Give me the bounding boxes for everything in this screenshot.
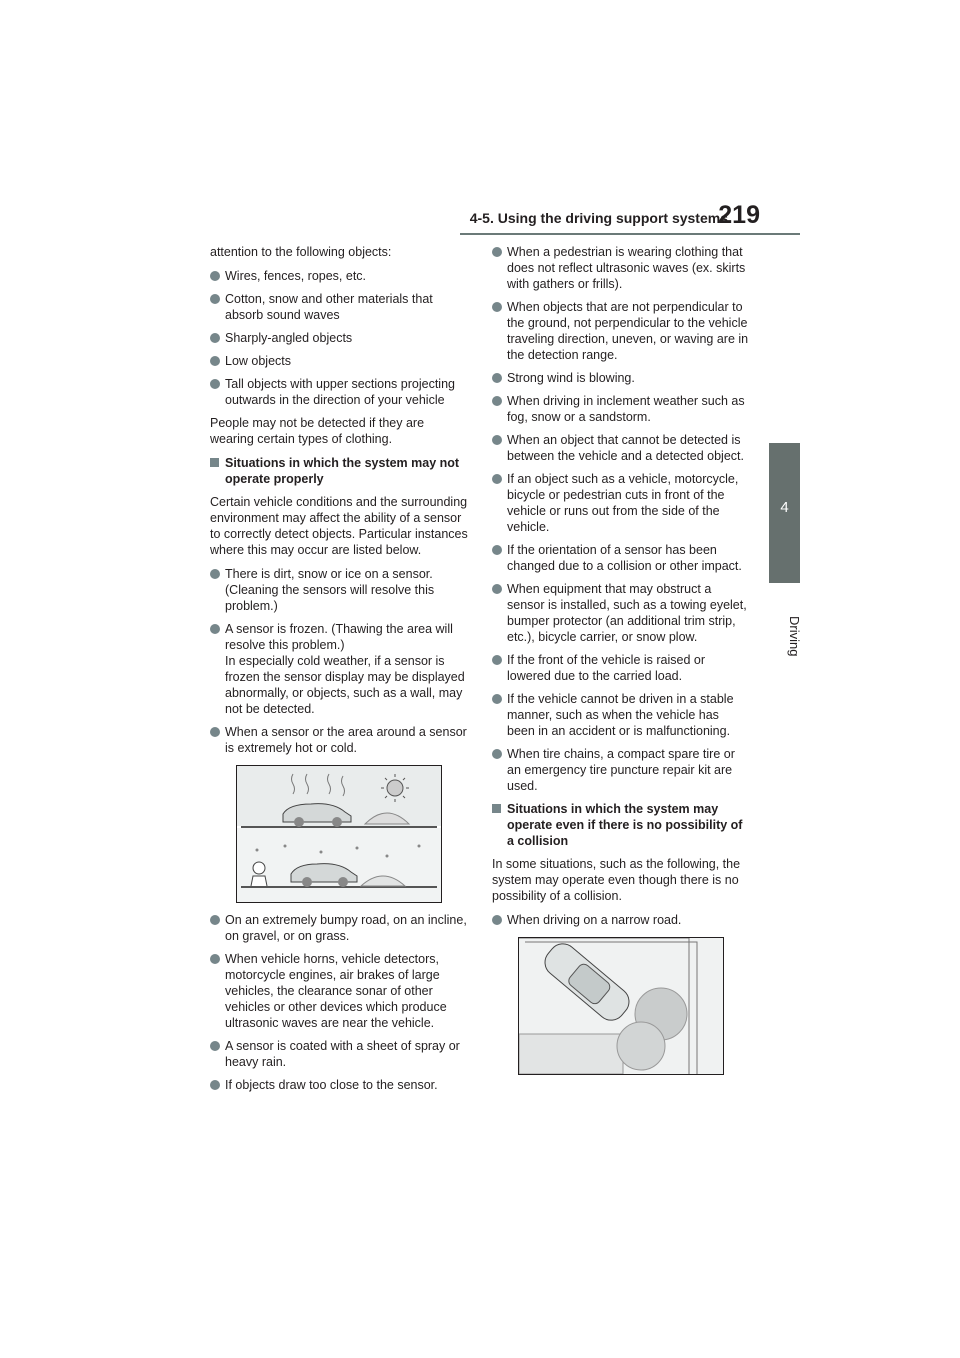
list-item: A sensor is frozen. (Thawing the area will resolve this problem.) In especially cold weather, if a sensor is frozen the sensor display may be displayed abnormally, or objects, such as a wall, may not be detected. [210, 621, 468, 717]
bullet-icon [210, 294, 220, 304]
bullet-icon [210, 624, 220, 634]
list-item: If an object such as a vehicle, motorcycle, bicycle or pedestrian cuts in front of the vehicle or runs out from the side of the vehicle. [492, 471, 750, 535]
heading-square-icon [492, 804, 501, 813]
list-item: Strong wind is blowing. [492, 370, 750, 386]
list-item: When equipment that may obstruct a sensor is installed, such as a towing eyelet, bumper protector (an additional trim strip, etc.), bicycle carrier, or snow plow. [492, 581, 750, 645]
bullet-icon [492, 435, 502, 445]
section-heading: Situations in which the system may not operate properly [210, 455, 468, 487]
list-item: When a pedestrian is wearing clothing that does not reflect ultrasonic waves (ex. skirts with gathers or frills). [492, 244, 750, 292]
list-item: When driving on a narrow road. [492, 912, 750, 928]
bullet-icon [492, 749, 502, 759]
list-item: When driving in inclement weather such as fog, snow or a sandstorm. [492, 393, 750, 425]
list-item: Wires, fences, ropes, etc. [210, 268, 468, 284]
bullet-icon [492, 545, 502, 555]
list-item: If objects draw too close to the sensor. [210, 1077, 468, 1093]
chapter-tab [769, 443, 800, 583]
left-column [210, 244, 468, 1100]
list-item: When a sensor or the area around a sensor is extremely hot or cold. [210, 724, 468, 756]
bullet-icon [210, 271, 220, 281]
bullet-icon [210, 1080, 220, 1090]
bullet-icon [210, 727, 220, 737]
list-item: When tire chains, a compact spare tire or an emergency tire puncture repair kit are used. [492, 746, 750, 794]
bullet-icon [492, 655, 502, 665]
people-note: People may not be detected if they are wearing certain types of clothing. [210, 416, 425, 446]
hot-cold-sensor-illustration [236, 765, 442, 903]
list-item: When vehicle horns, vehicle detectors, motorcycle engines, air brakes of large vehicles, the clearance sonar of other vehicles or other devices which produce ultrasonic waves are near the vehicle. [210, 951, 468, 1031]
list-item: If the orientation of a sensor has been changed due to a collision or other impact. [492, 542, 750, 574]
weather-figure-svg [237, 766, 441, 902]
bullet-icon [492, 373, 502, 383]
list-item: When an object that cannot be detected is between the vehicle and a detected object. [492, 432, 750, 464]
bullet-icon [210, 915, 220, 925]
list-item: If the vehicle cannot be driven in a stable manner, such as when the vehicle has been in an accident or is malfunctioning. [492, 691, 750, 739]
bullet-icon [492, 694, 502, 704]
heading-square-icon [210, 458, 219, 467]
header-divider [460, 233, 800, 235]
list-item: A sensor is coated with a sheet of spray or heavy rain. [210, 1038, 468, 1070]
list-item: When objects that are not perpendicular to the ground, not perpendicular to the vehicle traveling direction, uneven, or waving are in the detection range. [492, 299, 750, 363]
bullet-icon [492, 396, 502, 406]
bullet-icon [492, 302, 502, 312]
chapter-number: 4 [780, 499, 789, 516]
bullet-icon [492, 584, 502, 594]
bullet-icon [492, 915, 502, 925]
bullet-icon [210, 1041, 220, 1051]
list-item: Sharply-angled objects [210, 330, 468, 346]
bullet-icon [492, 474, 502, 484]
page-number: 219 [718, 201, 760, 229]
right-column [492, 244, 750, 1084]
section-intro: In some situations, such as the following, the system may operate even though there is no possibility of a collision. [492, 857, 741, 903]
list-item: Low objects [210, 353, 468, 369]
bullet-icon [210, 569, 220, 579]
page-header [460, 201, 800, 234]
section-heading: Situations in which the system may operate even if there is no possibility of a collision [492, 801, 750, 849]
list-item: If the front of the vehicle is raised or lowered due to the carried load. [492, 652, 750, 684]
bullet-icon [210, 379, 220, 389]
bullet-icon [210, 356, 220, 366]
list-item: There is dirt, snow or ice on a sensor. (Cleaning the sensors will resolve this problem.) [210, 566, 468, 614]
bullet-icon [210, 333, 220, 343]
list-item: On an extremely bumpy road, on an incline, on gravel, or on grass. [210, 912, 468, 944]
intro-text: attention to the following objects: [210, 245, 392, 259]
section-intro: Certain vehicle conditions and the surrounding environment may affect the ability of a sensor to correctly detect objects. Particular instances where this may occur are listed below. [210, 495, 468, 557]
list-item: Cotton, snow and other materials that absorb sound waves [210, 291, 468, 323]
narrow-road-illustration [518, 937, 724, 1075]
section-title: 4-5. Using the driving support systems [469, 210, 728, 226]
narrow-road-svg [519, 938, 723, 1074]
chapter-label: Driving [787, 616, 802, 657]
list-item: Tall objects with upper sections projecting outwards in the direction of your vehicle [210, 376, 468, 408]
bullet-icon [210, 954, 220, 964]
bullet-icon [492, 247, 502, 257]
